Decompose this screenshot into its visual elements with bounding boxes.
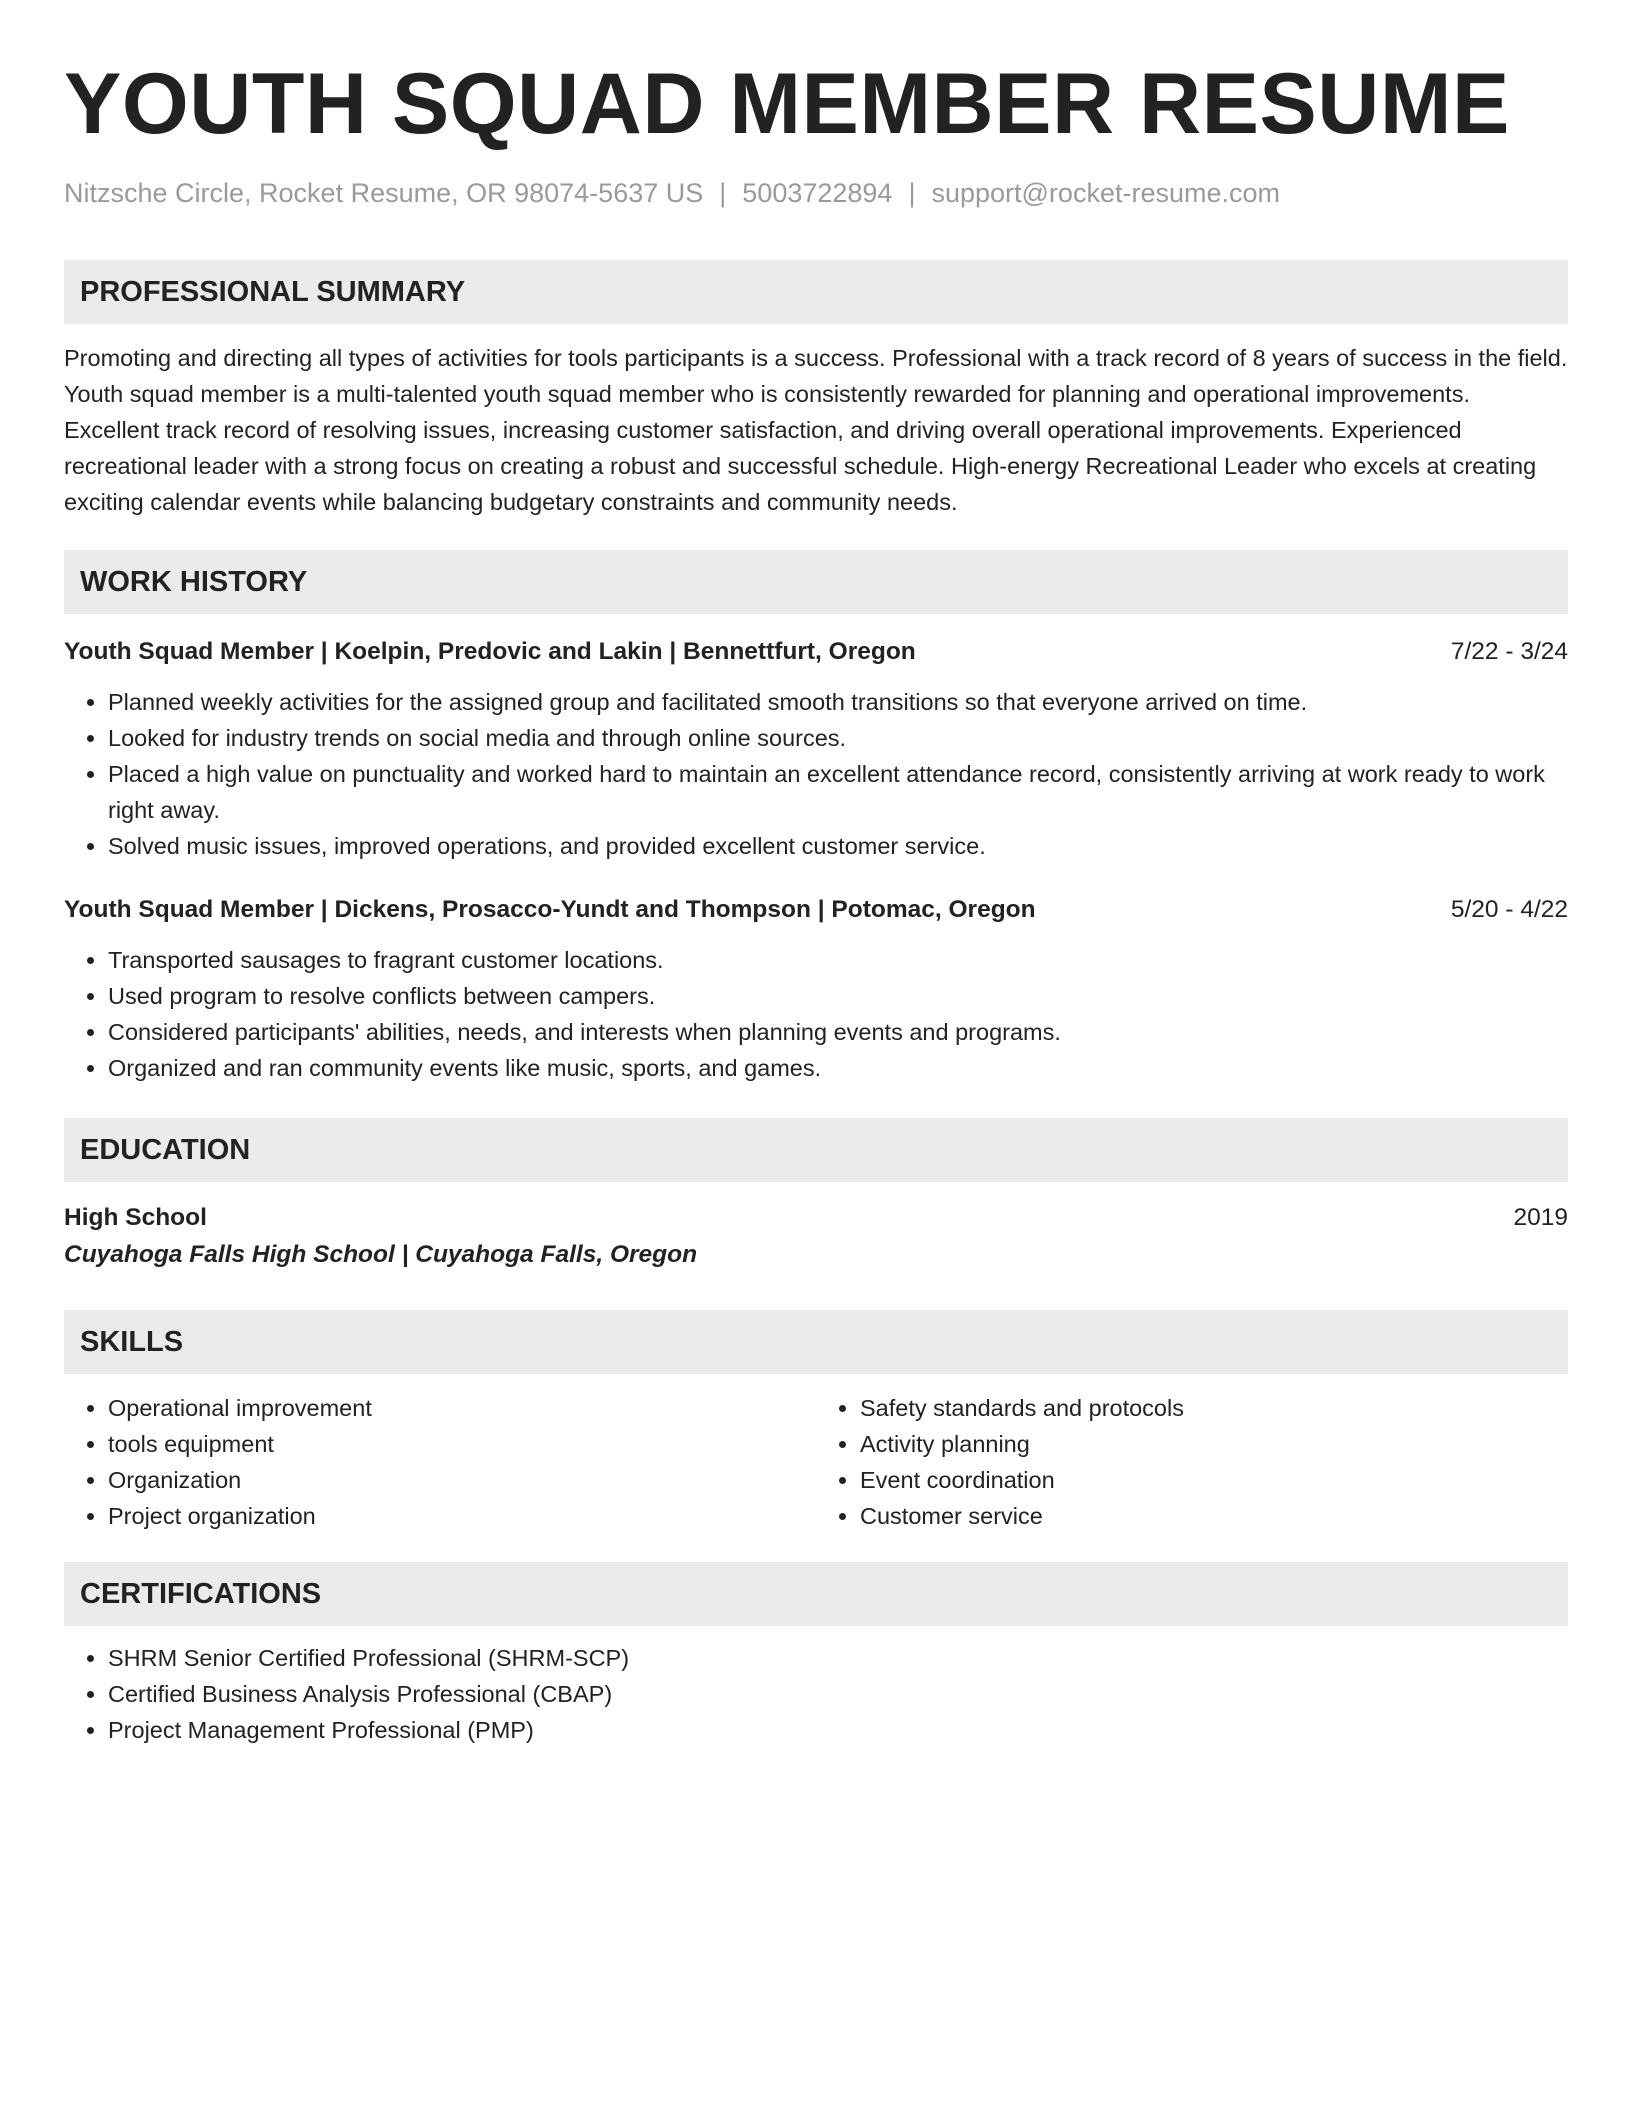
section-header-certifications: CERTIFICATIONS [64,1562,1568,1626]
contact-separator: | [908,178,916,208]
resume-title: YOUTH SQUAD MEMBER RESUME [64,56,1510,152]
education-year: 2019 [1513,1204,1568,1231]
education-header [64,1200,1568,1236]
skill-item: • Operational improvement [108,1390,816,1426]
job-header [64,634,1568,670]
section-header-education: EDUCATION [64,1118,1568,1182]
contact-separator: | [719,178,727,208]
education-entry [64,1200,1568,1274]
job-bullet: • Solved music issues, improved operations, and provided excellent customer service. [108,828,1568,864]
job-bullet: • Looked for industry trends on social media and through online sources. [108,720,1568,756]
summary-text: Promoting and directing all types of activities for tools participants is a success. Professional with a track record of 8 years of success in the field. Youth squad member is a multi-talented youth squad member who is consistently rewarded for planning and operational improvements. Excellent track record of resolving issues, increasing customer satisfaction, and driving overall operational improvements. Experienced recreational leader with a strong focus on creating a robust and successful schedule. High-energy Recreational Leader who excels at creating exciting calendar events while balancing budgetary constraints and community needs. [64,345,1568,515]
contact-line [64,176,1568,210]
contact-address: Nitzsche Circle, Rocket Resume, OR 98074-5637 US [64,178,704,208]
contact-email: support@rocket-resume.com [931,178,1280,208]
job-bullet: • Considered participants' abilities, needs, and interests when planning events and programs. [108,1014,1568,1050]
job-bullet: • Placed a high value on punctuality and worked hard to maintain an excellent attendance record, consistently arriving at work ready to work right away. [108,756,1568,828]
job-dates: 5/20 - 4/22 [1450,896,1568,923]
job-title: Youth Squad Member | Koelpin, Predovic and Lakin | Bennettfurt, Oregon [64,638,916,665]
skill-item: • Customer service [860,1498,1568,1534]
skill-item: • Activity planning [860,1426,1568,1462]
section-header-summary: PROFESSIONAL SUMMARY [64,260,1568,324]
certification-item: • SHRM Senior Certified Professional (SHRM-SCP) [108,1640,1568,1676]
skill-item: • Organization [108,1462,816,1498]
job-bullet: • Used program to resolve conflicts between campers. [108,978,1568,1014]
contact-phone: 5003722894 [742,178,893,208]
job-bullet: • Transported sausages to fragrant customer locations. [108,942,1568,978]
certification-item: • Certified Business Analysis Professional (CBAP) [108,1676,1568,1712]
skill-item: • tools equipment [108,1426,816,1462]
job-bullet: • Organized and ran community events like music, sports, and games. [108,1050,1568,1086]
section-header-work-history: WORK HISTORY [64,550,1568,614]
job-bullets [64,942,1568,1086]
education-school: Cuyahoga Falls High School | Cuyahoga Falls, Oregon [64,1241,698,1268]
section-header-skills: SKILLS [64,1310,1568,1374]
job-header [64,892,1568,928]
skill-item: • Event coordination [860,1462,1568,1498]
certification-item: • Project Management Professional (PMP) [108,1712,1568,1748]
certifications-list [64,1640,1568,1748]
skill-item: • Project organization [108,1498,816,1534]
job-bullet: • Planned weekly activities for the assigned group and facilitated smooth transitions so that everyone arrived on time. [108,684,1568,720]
skill-item: • Safety standards and protocols [860,1390,1568,1426]
job-dates: 7/22 - 3/24 [1450,638,1568,665]
skills-list-right [816,1390,1568,1534]
job-bullets [64,684,1568,864]
job-entry [64,634,1568,864]
education-degree: High School [64,1204,207,1231]
job-entry [64,892,1568,1086]
skills-columns [64,1390,1568,1534]
skills-list-left [64,1390,816,1534]
job-title: Youth Squad Member | Dickens, Prosacco-Yundt and Thompson | Potomac, Oregon [64,896,1036,923]
